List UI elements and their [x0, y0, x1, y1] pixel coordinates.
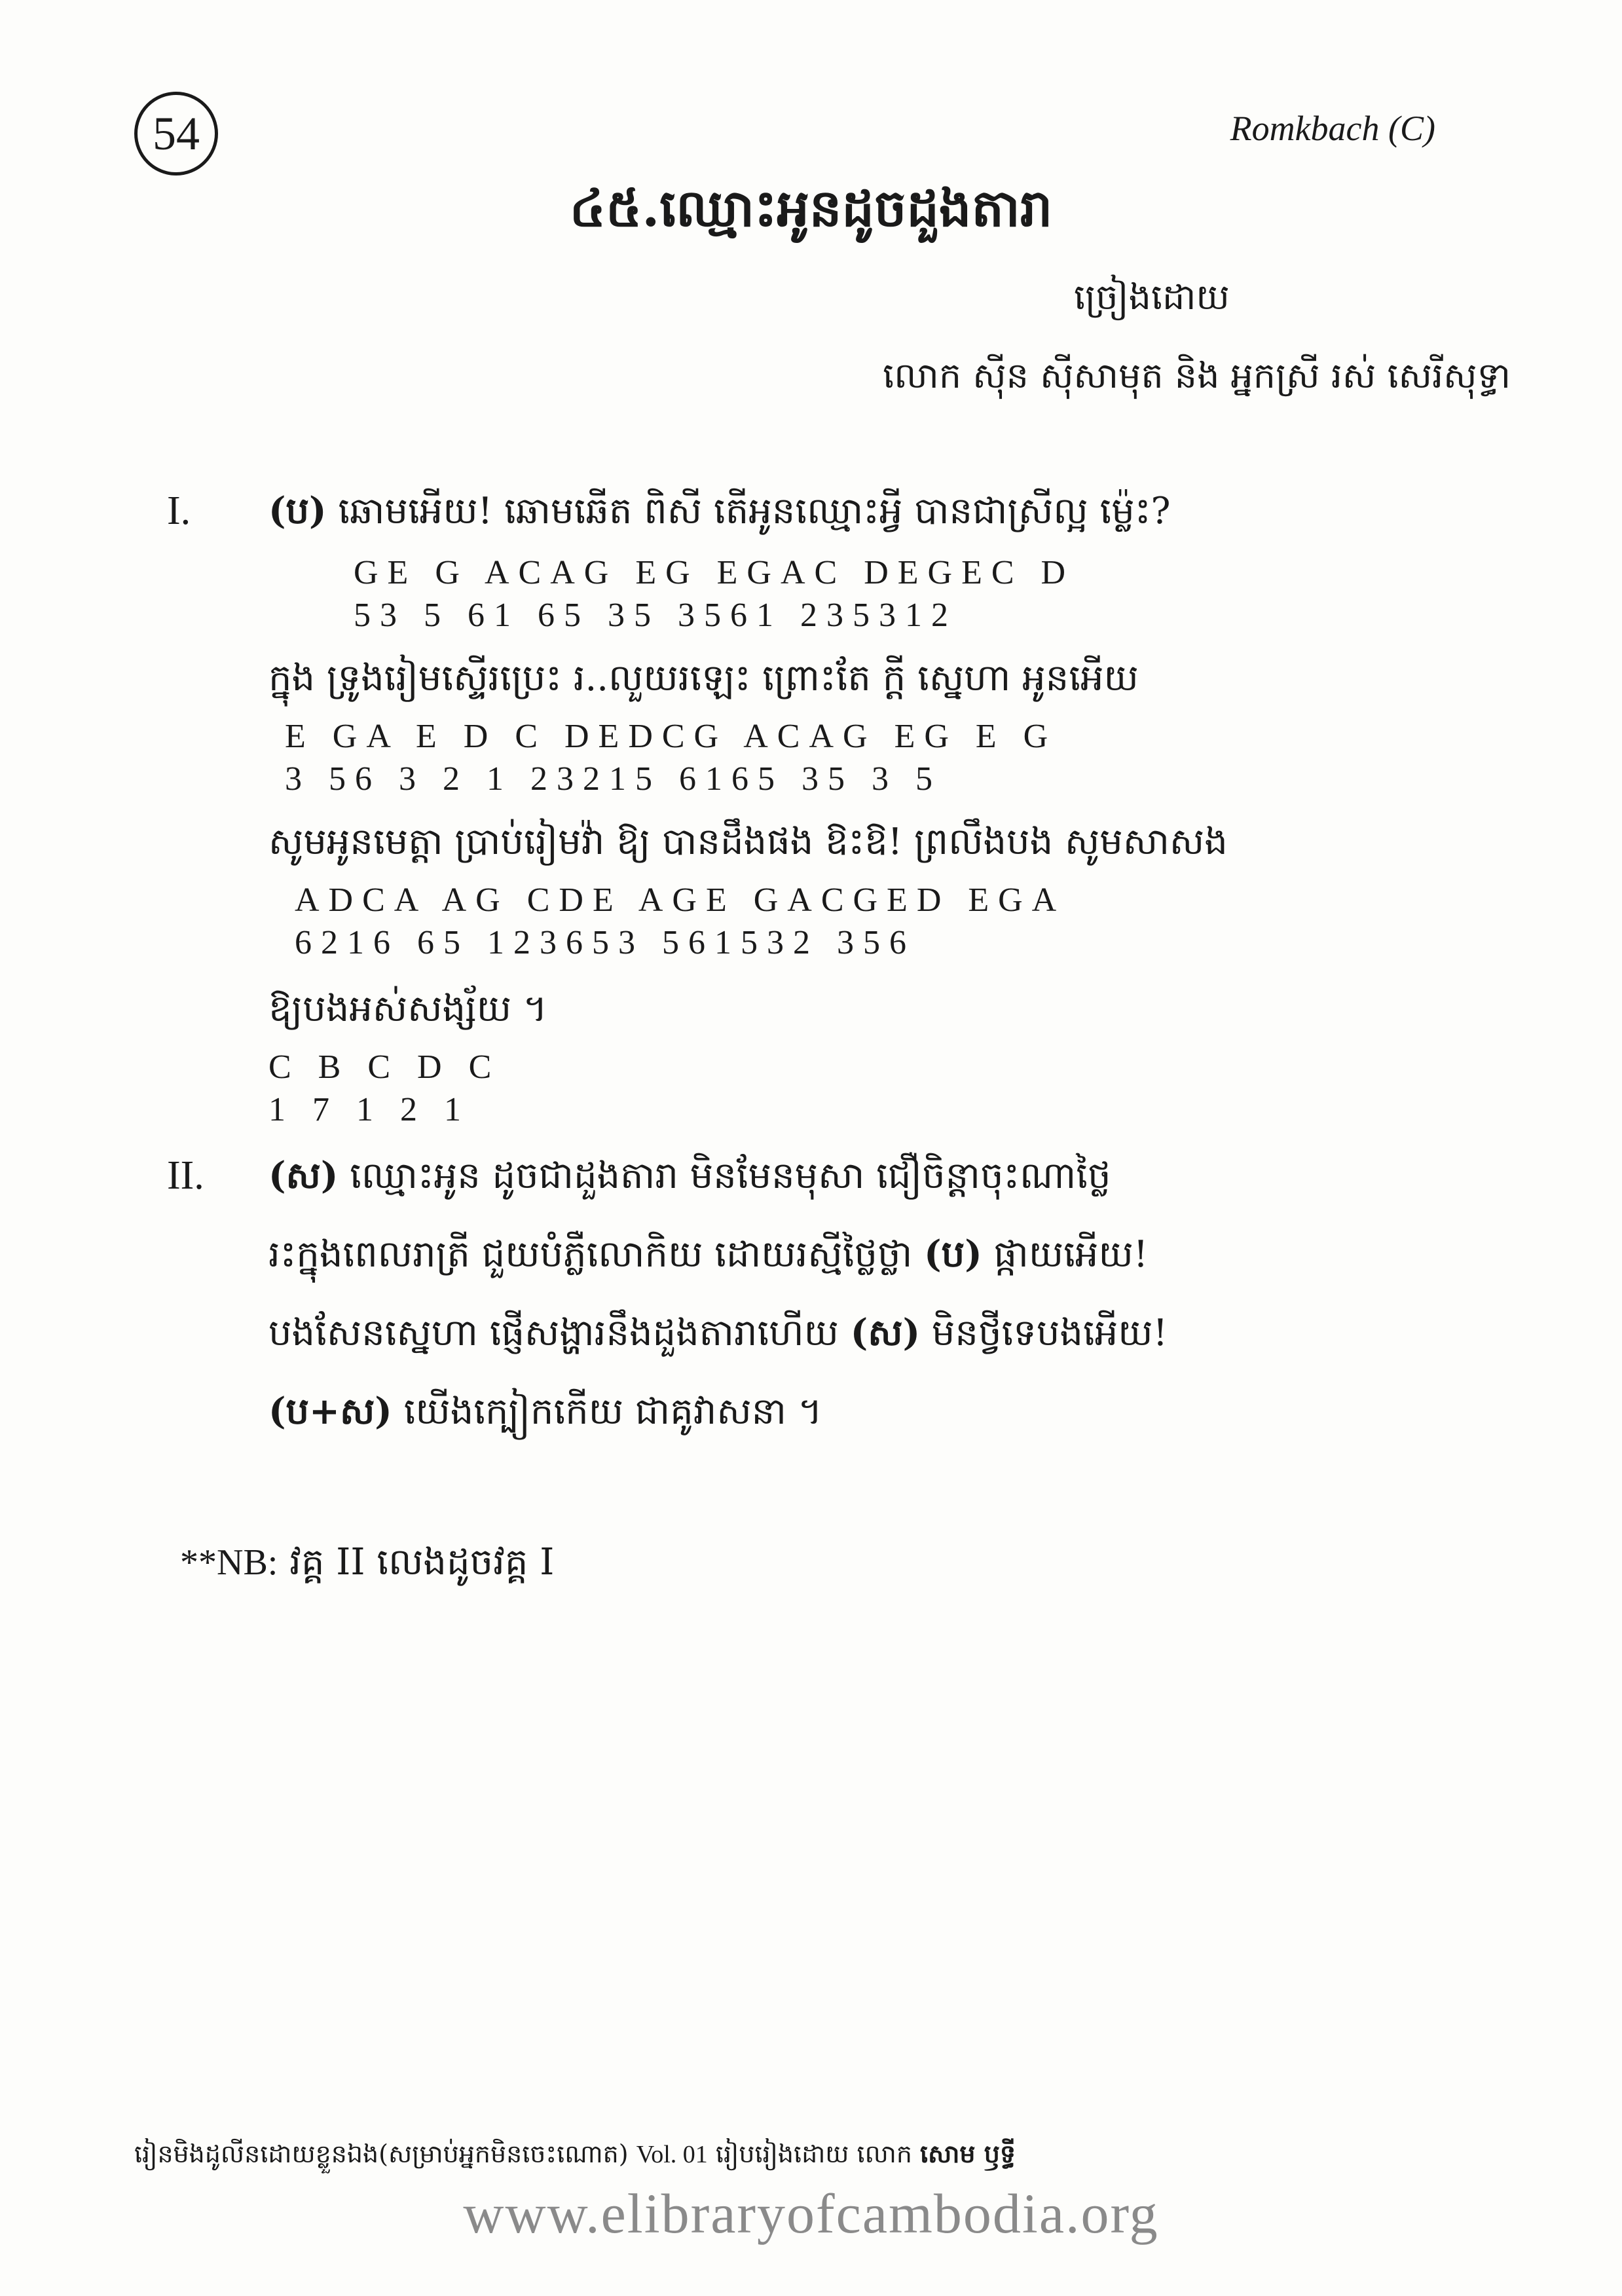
verse-1-role: (ប)	[268, 489, 327, 532]
credit-singers: លោក ស៊ីន ស៊ីសាមុត និង អ្នកស្រី រស់ សេរីសុទ្ធា	[883, 355, 1511, 396]
verse-2-lyric-3: បងសែនស្នេហា ផ្ញើសង្ហារនឹងដួងតារាហើយ (ស) មិនថ្វីទេបងអើយ!	[268, 1311, 1168, 1354]
credit-label: ច្រៀងដោយ	[1074, 276, 1230, 318]
page-number: 54	[134, 92, 218, 176]
verse-1-lyric-3: សូមអូនមេត្តា ប្រាប់រៀមវ៉ា ឱ្យ បានដឹងផង ឱះឱ! ព្រលឹងបង សូមសាសង	[268, 821, 1228, 863]
verse-1-numbers-2: 3 56 3 2 1 23215 6165 35 3 5	[285, 760, 942, 798]
verse-1-lyric-4: ឱ្យបងអស់សង្ស័យ ។	[268, 988, 547, 1030]
verse-1-lyric-2: ក្នុង ទ្រូងរៀមស្ទើរប្រេះ រ..លួយរឡេះ ព្រោះតែ ក្តី ស្នេហា អូនអើយ	[268, 657, 1139, 699]
performance-note: **NB: វគ្គ II លេងដូចវគ្គ I	[180, 1541, 555, 1583]
website-watermark: www.elibraryofcambodia.org	[463, 2182, 1159, 2245]
verse-2-number: II.	[167, 1153, 204, 1198]
verse-2-lyric-4: (ប+ស) យើងក្បៀកកើយ ជាគូវាសនា ។	[268, 1390, 822, 1433]
song-title: ៤៥.ឈ្មោះអូនដូចដួងតារា	[569, 179, 1053, 238]
verse-1-numbers-1: 53 5 61 65 35 3561 235312	[354, 597, 957, 634]
verse-1-lyric-1: (ប) ឆោមអើយ! ឆោមឆើត ពិសី តើអូនឈ្មោះអ្វី បានជាស្រីល្អ ម្ល៉េះ?	[268, 489, 1171, 532]
verse-1-notes-3: ADCA AG CDE AGE GACGED EGA	[295, 881, 1066, 919]
verse-1-notes-2: E GA E D C DEDCG ACAG EG E G	[285, 718, 1058, 755]
verse-1-numbers-4: 1 7 1 2 1	[268, 1091, 470, 1128]
verse-1-notes-1: GE G ACAG EG EGAC DEGEC D	[354, 554, 1075, 591]
footer-credit: រៀនមិងដូលីនដោយខ្លួនឯង(សម្រាប់អ្នកមិនចេះណោត) Vol. 01 រៀបរៀងដោយ លោក សោម ឫទ្ធី	[134, 2139, 1016, 2168]
verse-1-numbers-3: 6216 65 123653 561532 356	[295, 924, 915, 961]
style-label: Romkbach (C)	[1230, 109, 1435, 148]
verse-2-lyric-1: (ស) ឈ្មោះអូន ដូចជាដួងតារា មិនមែនមុសា ជឿចិន្តាចុះណាថ្លៃ	[268, 1154, 1111, 1197]
verse-1-notes-4: C B C D C	[268, 1048, 501, 1086]
verse-2-lyric-2: រះក្នុងពេលរាត្រី ជួយបំភ្លឺលោកិយ ដោយរស្មីថ្លៃថ្លា (ប) ផ្កាយអើយ!	[268, 1232, 1149, 1276]
verse-1-number: I.	[167, 489, 191, 533]
